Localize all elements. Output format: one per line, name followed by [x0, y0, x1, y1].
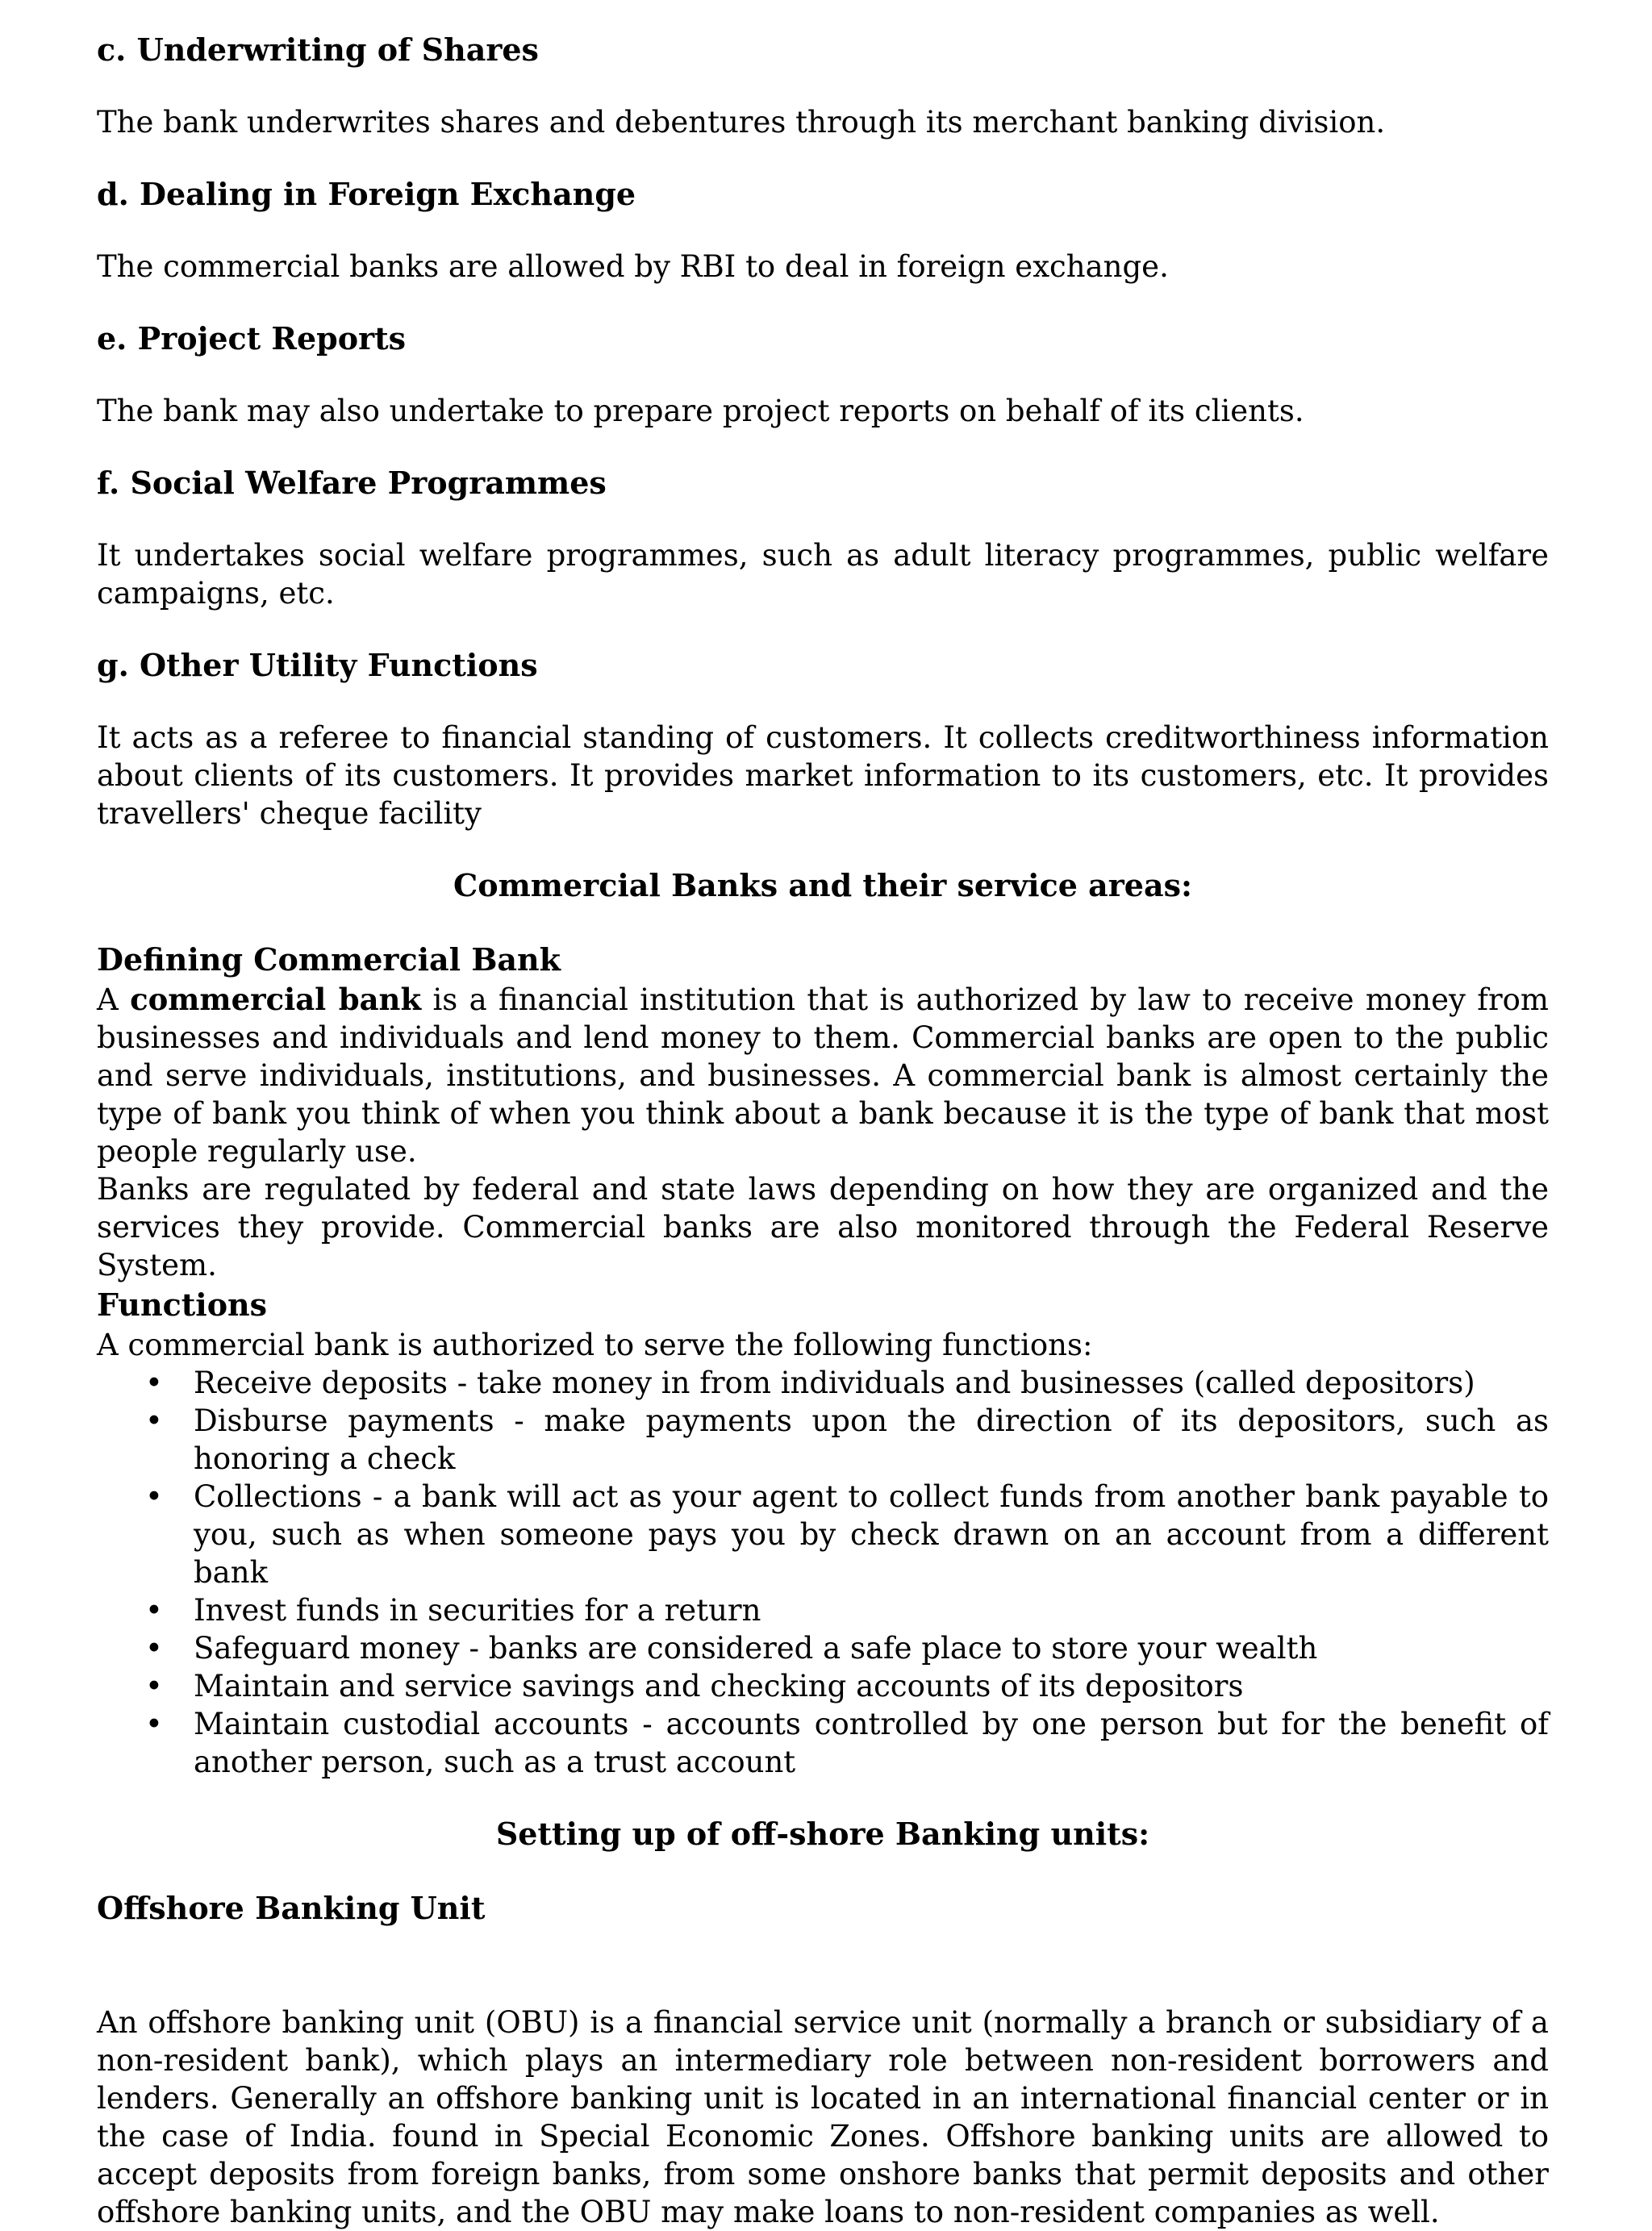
- intro-rest: is a financial institution that is authorized by law to receive money from businesses and individuals and lend money to them. Commercial banks are open to the public and serve individuals, institutions, and businesses. A commercial bank is almost certainly the type of bank you think of when you think about a bank because it is the type of bank that most people regularly use.: [97, 982, 1550, 1169]
- list-item: • Maintain and service savings and checking accounts of its depositors: [194, 1667, 1549, 1705]
- section-g-title: g. Other Utility Functions: [97, 647, 538, 683]
- regulation-paragraph: Banks are regulated by federal and state laws depending on how they are organized and the services they provide. Commercial banks are also monitored through the Federal Reserve System.: [97, 1172, 1549, 1282]
- defining-commercial-bank-title: Defining Commercial Bank: [97, 941, 561, 978]
- offshore-banking-unit-title: Offshore Banking Unit: [97, 1890, 486, 1926]
- section-d-title: d. Dealing in Foreign Exchange: [97, 176, 636, 212]
- list-item: • Maintain custodial accounts - accounts controlled by one person but for the benefit of another person, such as a trust account: [194, 1705, 1549, 1781]
- functions-title: Functions: [97, 1286, 268, 1323]
- offshore-banking-unit-text: An offshore banking unit (OBU) is a financial service unit (normally a branch or subsidiary of a non-resident bank), which plays an intermediary role between non-resident borrowers and lenders. Generally an offshore banking unit is located in an international financial center or in the case of India. found in Special Economic Zones. Offshore banking units are allowed to accept deposits from foreign banks, from some onshore banks that permit deposits and other offshore banking units, and the OBU may make loans to non-resident companies as well.: [97, 2005, 1549, 2229]
- section-g-text: It acts as a referee to financial standing of customers. It collects creditworthiness information about clients of its customers. It provides market information to its customers, etc. It provides travellers' cheque facility: [97, 720, 1549, 831]
- section-f-title: f. Social Welfare Programmes: [97, 465, 607, 501]
- list-item: • Receive deposits - take money in from individuals and businesses (called depositors): [194, 1364, 1549, 1402]
- functions-intro: A commercial bank is authorized to serve the following functions:: [97, 1328, 1093, 1362]
- list-item: • Invest funds in securities for a return: [194, 1591, 1549, 1629]
- functions-list: [97, 1364, 1549, 1781]
- commercial-banks-heading: Commercial Banks and their service areas:: [453, 867, 1192, 903]
- offshore-heading: Setting up of off-shore Banking units:: [495, 1816, 1150, 1852]
- section-c-title: c. Underwriting of Shares: [97, 31, 539, 68]
- section-f-text: It undertakes social welfare programmes, such as adult literacy programmes, public welfare campaigns, etc.: [97, 538, 1549, 611]
- section-c-text: The bank underwrites shares and debentures through its merchant banking division.: [97, 105, 1386, 140]
- section-d-text: The commercial banks are allowed by RBI to deal in foreign exchange.: [97, 249, 1169, 284]
- list-item: • Collections - a bank will act as your agent to collect funds from another bank payable to you, such as when someone pays you by check drawn on an account from a different bank: [194, 1478, 1549, 1591]
- section-e-title: e. Project Reports: [97, 320, 407, 357]
- commercial-bank-intro: [97, 981, 1549, 1170]
- list-item: • Safeguard money - banks are considered a safe place to store your wealth: [194, 1629, 1549, 1667]
- list-item: • Disburse payments - make payments upon the direction of its depositors, such as honoring a check: [194, 1402, 1549, 1478]
- section-e-text: The bank may also undertake to prepare project reports on behalf of its clients.: [97, 394, 1304, 428]
- intro-prefix: A: [97, 982, 131, 1017]
- intro-bold-term: commercial bank: [130, 982, 422, 1017]
